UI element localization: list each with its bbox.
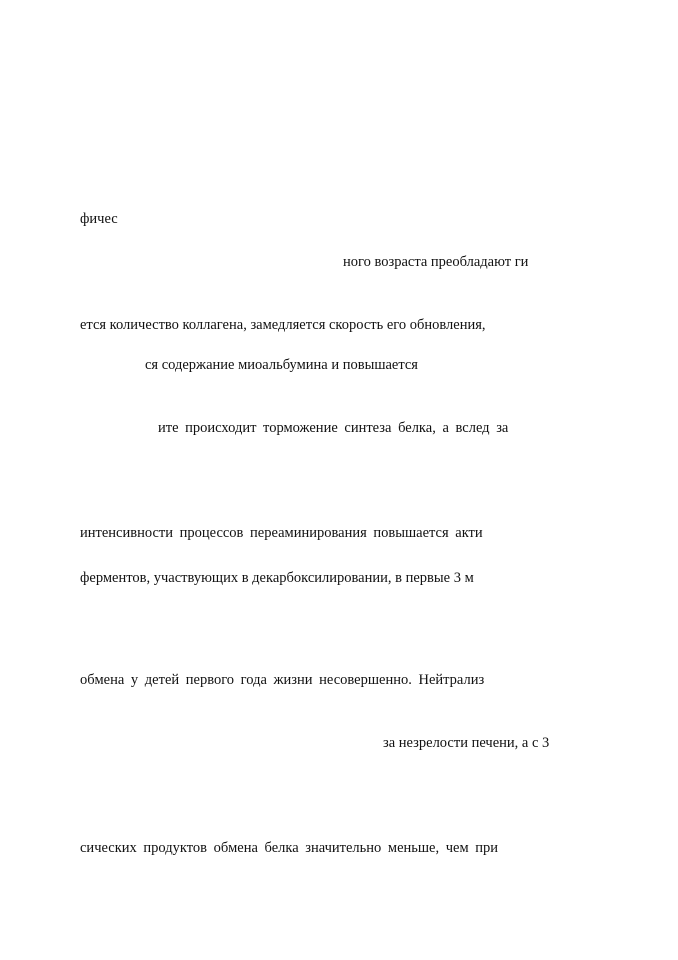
text-line: ется количество коллагена, замедляется скорость его обновления, bbox=[80, 317, 486, 333]
text-line: ного возраста преобладают ги bbox=[343, 254, 529, 270]
text-line: за незрелости печени, а с 3 bbox=[383, 735, 550, 751]
text-line: сических продуктов обмена белка значительно меньше, чем при bbox=[80, 840, 499, 856]
text-line: ите происходит торможение синтеза белка, а вслед за bbox=[158, 420, 509, 436]
text-line: интенсивности процессов переаминирования повышается акти bbox=[80, 525, 483, 541]
text-line: ся содержание миоальбумина и повышается bbox=[145, 357, 418, 373]
text-line: ферментов, участвующих в декарбоксилировании, в первые 3 м bbox=[80, 570, 474, 586]
text-line: обмена у детей первого года жизни несовершенно. Нейтрализ bbox=[80, 672, 485, 688]
text-line: фичес bbox=[80, 211, 118, 227]
